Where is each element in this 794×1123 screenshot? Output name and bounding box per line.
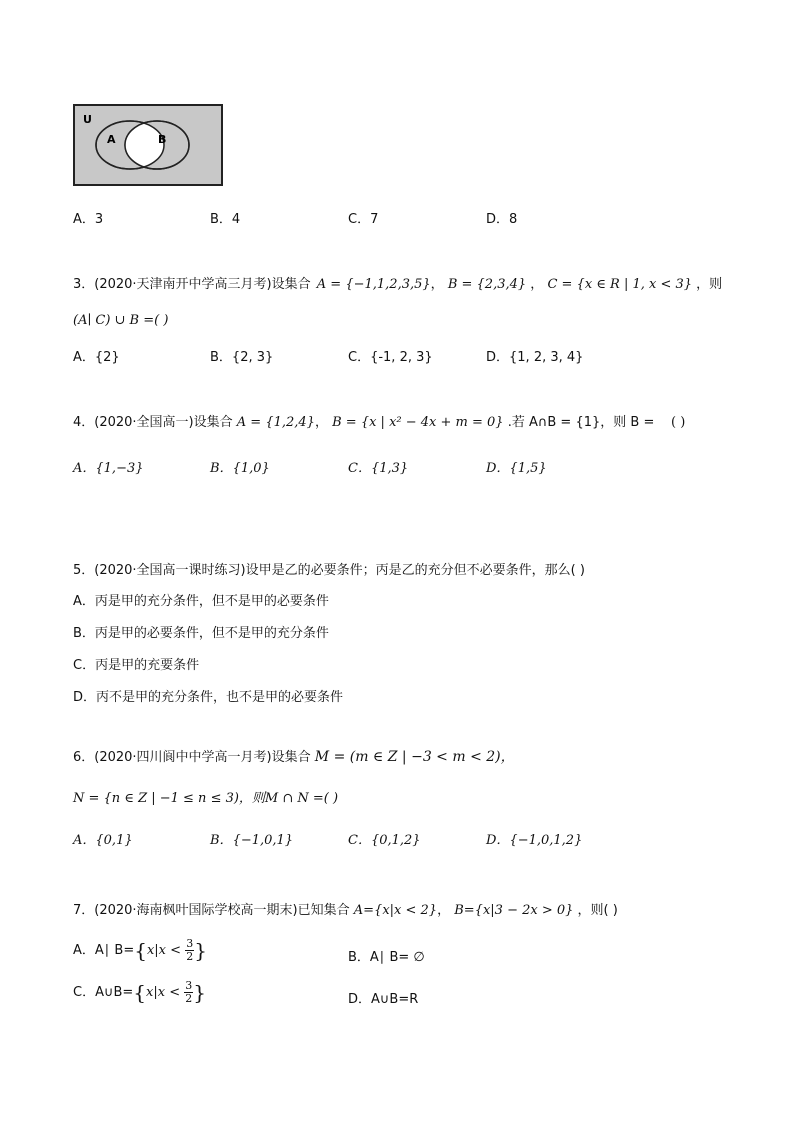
q7-stem: 7．(2020·海南枫叶国际学校高一期末)已知集合 A={x|x < 2}， B={x|3 − 2x > 0} ，则( ) (73, 903, 618, 918)
q4-answer-paren: ( ) (671, 415, 686, 430)
q3-option-c[interactable]: C．{-1, 2, 3} (348, 350, 433, 365)
q6-option-a[interactable]: A．{0,1} (73, 833, 133, 848)
venn-label-u: U (83, 113, 92, 126)
q7-option-c[interactable]: C．A∪B={x|x < $\frac{3}{2}$ } (73, 979, 206, 1005)
q3-set-c: C = {x ∈ R | 1, x < 3} (547, 277, 693, 292)
q6-option-b[interactable]: B．{−1,0,1} (210, 833, 294, 848)
q4-set-b: B = {x | x² − 4x + m = 0} (332, 415, 504, 430)
q6-line2: N = {n ∈ Z | −1 ≤ n ≤ 3)，则M ∩ N =( ) (73, 791, 339, 806)
q2-option-d[interactable]: D．8 (486, 212, 518, 227)
q4-option-a[interactable]: A．{1,−3} (73, 461, 144, 476)
q4-condition: .若 A∩B = {1}，则 B = (507, 415, 655, 430)
q4-option-c[interactable]: C．{1,3} (348, 461, 409, 476)
q7-option-c-set: x|x < (146, 985, 181, 1000)
q5-option-c[interactable]: C．丙是甲的充要条件 (73, 658, 200, 673)
q6-set-m: M = (m ∈ Z | −3 < m < 2)， (314, 749, 515, 765)
q7-option-d[interactable]: D．A∪B=R (348, 992, 419, 1007)
q3-stem: 3．(2020·天津南开中学高三月考)设集合 A = {−1,1,2,3,5}， B = {2,3,4} ， C = {x ∈ R | 1, x < 3} ，则 (73, 277, 723, 292)
q3-line2: (A∣ C) ∪ B =( ) (73, 313, 169, 328)
q7-option-a-prefix: A．A∣ B= (73, 943, 135, 958)
q4-set-a: A = {1,2,4} (236, 415, 315, 430)
q5-option-b[interactable]: B．丙是甲的必要条件，但不是甲的充分条件 (73, 626, 329, 641)
q7-stem-prefix: 7．(2020·海南枫叶国际学校高一期末)已知集合 (73, 903, 350, 918)
q6-option-c[interactable]: C．{0,1,2} (348, 833, 421, 848)
q3-option-b[interactable]: B．{2, 3} (210, 350, 274, 365)
q2-option-a[interactable]: A．3 (73, 212, 104, 227)
q7-option-b[interactable]: B．A∣ B= ∅ (348, 950, 425, 965)
q5-stem: 5．(2020·全国高一课时练习)设甲是乙的必要条件；丙是乙的充分但不必要条件，那么( ) (73, 563, 585, 578)
q4-option-b[interactable]: B．{1,0} (210, 461, 270, 476)
q3-option-d[interactable]: D．{1, 2, 3, 4} (486, 350, 584, 365)
q5-option-d[interactable]: D．丙不是甲的充分条件，也不是甲的必要条件 (73, 690, 344, 705)
q4-option-d[interactable]: D．{1,5} (486, 461, 547, 476)
q7-option-a-fraction: $\frac{3}{2}$ (186, 937, 194, 963)
q3-tail: ，则 (696, 277, 723, 292)
q7-set-b: B={x|3 − 2x > 0} (454, 903, 574, 918)
q3-option-a[interactable]: A．{2} (73, 350, 120, 365)
q6-option-d[interactable]: D．{−1,0,1,2} (486, 833, 583, 848)
venn-diagram (73, 104, 223, 186)
q7-option-a[interactable]: A．A∣ B={x|x < $\frac{3}{2}$ } (73, 937, 207, 963)
q7-option-c-fraction: $\frac{3}{2}$ (185, 979, 193, 1005)
q2-option-c[interactable]: C．7 (348, 212, 379, 227)
q3-stem-prefix: 3．(2020·天津南开中学高三月考)设集合 (73, 277, 311, 292)
q7-option-a-set: x|x < (146, 943, 182, 958)
q7-set-a: A={x|x < 2} (353, 903, 438, 918)
q6-stem-prefix: 6．(2020·四川阆中中学高一月考)设集合 (73, 750, 311, 765)
q3-set-a: A = {−1,1,2,3,5} (316, 277, 431, 292)
q7-option-c-prefix: C．A∪B= (73, 985, 134, 1000)
q4-stem-prefix: 4．(2020·全国高一)设集合 (73, 415, 233, 430)
venn-label-b: B (158, 133, 167, 146)
venn-label-a: A (107, 133, 116, 146)
q2-option-b[interactable]: B．4 (210, 212, 241, 227)
q3-set-b: B = {2,3,4} (447, 277, 527, 292)
q4-stem: 4．(2020·全国高一)设集合 A = {1,2,4}， B = {x | x² − 4x + m = 0} .若 A∩B = {1}，则 B = (73, 415, 655, 430)
q7-tail: ，则( ) (577, 903, 618, 918)
q5-option-a[interactable]: A．丙是甲的充分条件，但不是甲的必要条件 (73, 594, 329, 609)
q6-stem (73, 749, 515, 766)
